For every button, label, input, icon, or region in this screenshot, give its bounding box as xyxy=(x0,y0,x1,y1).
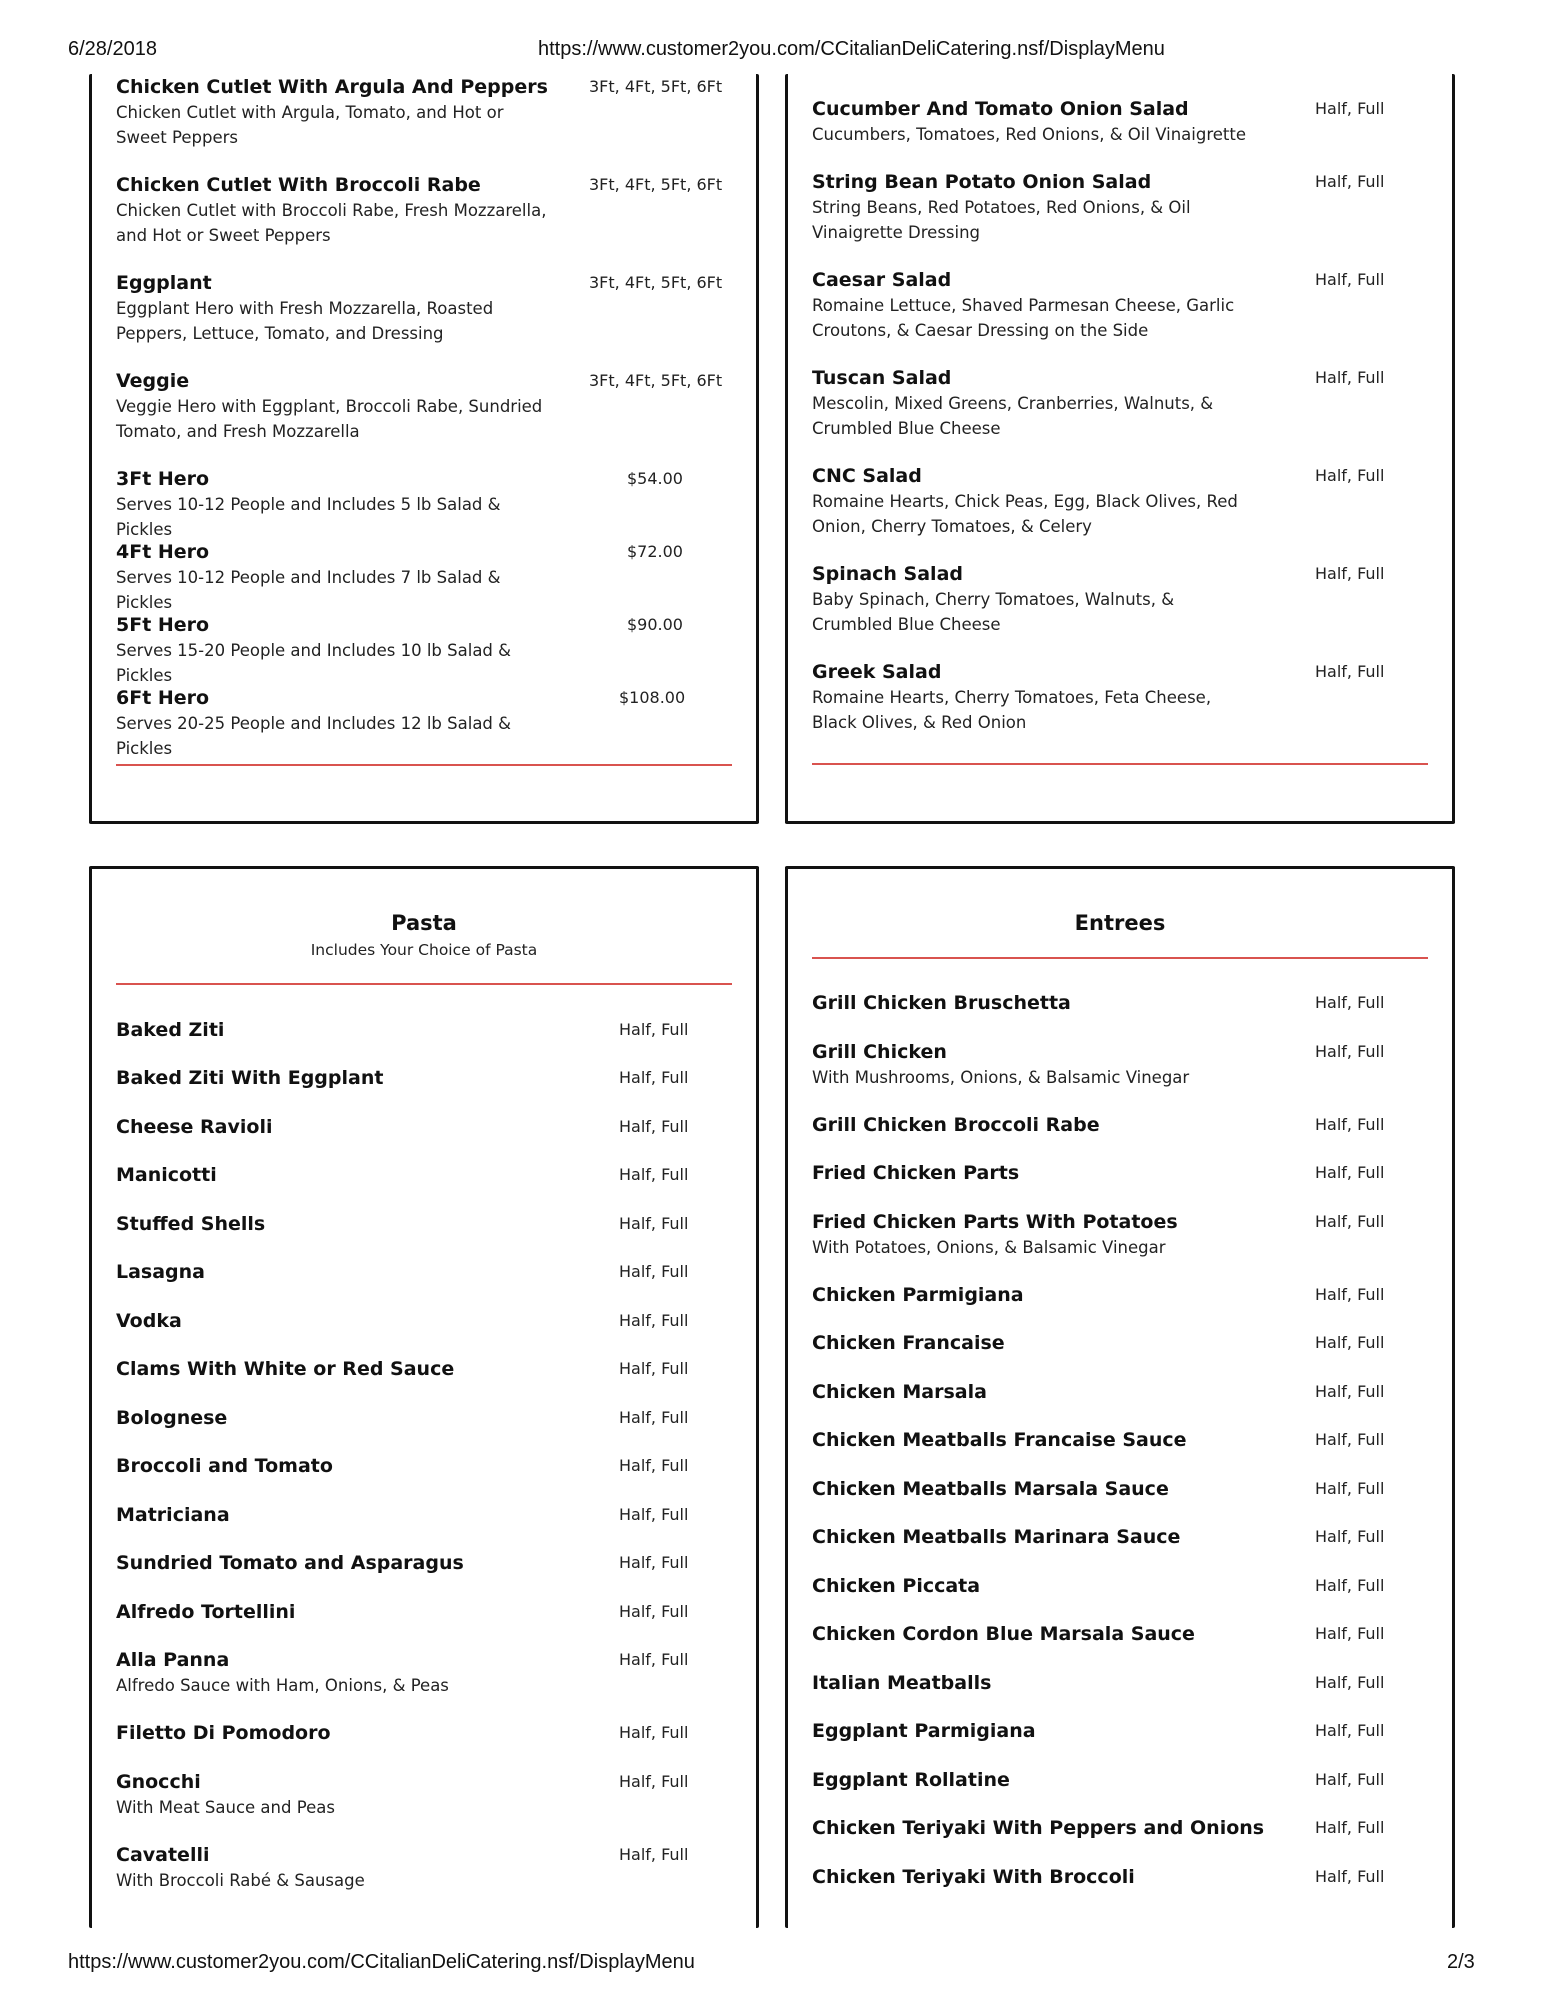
item-price: Half, Full xyxy=(1315,172,1385,191)
item-price: Half, Full xyxy=(1315,1624,1385,1643)
menu-item xyxy=(812,1330,1428,1356)
menu-item xyxy=(116,270,732,346)
item-price: $72.00 xyxy=(627,542,683,561)
item-price: Half, Full xyxy=(1315,1042,1385,1061)
item-price: Half, Full xyxy=(619,1456,689,1475)
item-description: With Mushrooms, Onions, & Balsamic Vinegar xyxy=(812,1068,1190,1087)
print-url[interactable]: https://www.customer2you.com/CCitalianDeliCatering.nsf/DisplayMenu xyxy=(538,38,1165,60)
section-divider xyxy=(116,764,732,766)
menu-item xyxy=(812,1039,1428,1090)
item-price: Half, Full xyxy=(1315,1818,1385,1837)
item-name: CNC Salad xyxy=(812,465,922,487)
menu-item xyxy=(116,685,732,761)
item-name: Broccoli and Tomato xyxy=(116,1455,333,1477)
item-name: Sundried Tomato and Asparagus xyxy=(116,1552,464,1574)
menu-item xyxy=(116,1308,732,1334)
entrees-panel xyxy=(785,866,1455,1928)
item-description: Romaine Lettuce, Shaved Parmesan Cheese, Garlic Croutons, & Caesar Dressing on the Side xyxy=(812,296,1235,340)
item-price: Half, Full xyxy=(619,1165,689,1184)
item-name: Spinach Salad xyxy=(812,563,963,585)
section-title: Pasta xyxy=(391,911,457,935)
item-price: Half, Full xyxy=(619,1553,689,1572)
item-price: Half, Full xyxy=(1315,1163,1385,1182)
section-divider xyxy=(812,763,1428,765)
item-name: Chicken Francaise xyxy=(812,1332,1005,1354)
item-name: Manicotti xyxy=(116,1164,217,1186)
page-number: 2/3 xyxy=(1447,1951,1475,1973)
menu-item xyxy=(116,1405,732,1431)
item-name: Grill Chicken Broccoli Rabe xyxy=(812,1114,1100,1136)
menu-item xyxy=(812,1621,1428,1647)
item-name: Chicken Cutlet With Broccoli Rabe xyxy=(116,174,481,196)
menu-item xyxy=(116,1114,732,1140)
menu-item xyxy=(116,1453,732,1479)
menu-item xyxy=(116,1017,732,1043)
pasta-panel xyxy=(89,866,759,1928)
menu-item xyxy=(812,659,1428,735)
item-description: Cucumbers, Tomatoes, Red Onions, & Oil Vinaigrette xyxy=(812,125,1247,144)
item-name: Chicken Meatballs Marinara Sauce xyxy=(812,1526,1181,1548)
item-name: Cavatelli xyxy=(116,1844,210,1866)
menu-item xyxy=(812,96,1428,147)
item-name: String Bean Potato Onion Salad xyxy=(812,171,1152,193)
item-description: Chicken Cutlet with Argula, Tomato, and Hot or Sweet Peppers xyxy=(116,103,504,147)
section-divider xyxy=(116,983,732,985)
section-divider xyxy=(812,957,1428,959)
menu-item xyxy=(116,1550,732,1576)
menu-item xyxy=(812,463,1428,539)
item-price: Half, Full xyxy=(619,1214,689,1233)
item-price: Half, Full xyxy=(1315,564,1385,583)
item-name: Bolognese xyxy=(116,1407,228,1429)
item-description: Serves 10-12 People and Includes 7 lb Salad & Pickles xyxy=(116,568,501,612)
item-price: Half, Full xyxy=(619,1602,689,1621)
item-description: With Meat Sauce and Peas xyxy=(116,1798,335,1817)
item-name: 6Ft Hero xyxy=(116,687,210,709)
menu-item xyxy=(812,1160,1428,1186)
heroes-panel xyxy=(89,74,759,824)
item-description: With Broccoli Rabé & Sausage xyxy=(116,1871,365,1890)
item-price: $54.00 xyxy=(627,469,683,488)
item-description: Baby Spinach, Cherry Tomatoes, Walnuts, & Crumbled Blue Cheese xyxy=(812,590,1175,634)
salads-panel xyxy=(785,74,1455,824)
menu-item xyxy=(812,1476,1428,1502)
item-name: Eggplant Parmigiana xyxy=(812,1720,1036,1742)
item-price: Half, Full xyxy=(619,1772,689,1791)
menu-item xyxy=(116,172,732,248)
item-price: Half, Full xyxy=(1315,1430,1385,1449)
menu-item xyxy=(116,1356,732,1382)
item-price: Half, Full xyxy=(619,1311,689,1330)
menu-item xyxy=(812,1209,1428,1260)
item-price: Half, Full xyxy=(1315,466,1385,485)
item-name: Chicken Cordon Blue Marsala Sauce xyxy=(812,1623,1195,1645)
menu-item xyxy=(812,1379,1428,1405)
item-name: Tuscan Salad xyxy=(812,367,952,389)
item-name: Fried Chicken Parts With Potatoes xyxy=(812,1211,1178,1233)
menu-item xyxy=(812,1864,1428,1890)
item-name: Gnocchi xyxy=(116,1771,201,1793)
item-description: String Beans, Red Potatoes, Red Onions, & Oil Vinaigrette Dressing xyxy=(812,198,1191,242)
menu-item xyxy=(116,1599,732,1625)
menu-item xyxy=(812,1282,1428,1308)
item-name: Caesar Salad xyxy=(812,269,952,291)
section-subtitle: Includes Your Choice of Pasta xyxy=(310,941,538,959)
menu-item xyxy=(116,74,732,150)
menu-item xyxy=(116,1647,732,1698)
menu-item xyxy=(812,169,1428,245)
menu-item xyxy=(812,561,1428,637)
item-name: Eggplant xyxy=(116,272,212,294)
menu-item xyxy=(812,1112,1428,1138)
menu-item xyxy=(116,1162,732,1188)
item-name: Eggplant Rollatine xyxy=(812,1769,1010,1791)
menu-item xyxy=(116,1720,732,1746)
item-name: Chicken Meatballs Marsala Sauce xyxy=(812,1478,1169,1500)
item-name: Veggie xyxy=(116,370,190,392)
item-price: Half, Full xyxy=(619,1505,689,1524)
item-price: Half, Full xyxy=(619,1020,689,1039)
item-price: Half, Full xyxy=(1315,1479,1385,1498)
menu-item xyxy=(116,1842,732,1893)
item-description: Romaine Hearts, Chick Peas, Egg, Black Olives, Red Onion, Cherry Tomatoes, & Celery xyxy=(812,492,1238,536)
menu-item xyxy=(812,990,1428,1016)
item-price: Half, Full xyxy=(619,1845,689,1864)
item-price: Half, Full xyxy=(1315,1527,1385,1546)
menu-item xyxy=(812,1524,1428,1550)
item-price: $108.00 xyxy=(619,688,686,707)
item-description: Alfredo Sauce with Ham, Onions, & Peas xyxy=(116,1676,449,1695)
item-name: Greek Salad xyxy=(812,661,942,683)
item-price: 3Ft, 4Ft, 5Ft, 6Ft xyxy=(589,371,723,390)
item-name: Chicken Cutlet With Argula And Peppers xyxy=(116,76,548,98)
item-price: Half, Full xyxy=(619,1408,689,1427)
item-price: Half, Full xyxy=(1315,1673,1385,1692)
menu-item xyxy=(812,1718,1428,1744)
item-price: Half, Full xyxy=(619,1650,689,1669)
item-description: Chicken Cutlet with Broccoli Rabe, Fresh Mozzarella, and Hot or Sweet Peppers xyxy=(116,201,547,245)
item-price: Half, Full xyxy=(1315,1867,1385,1886)
menu-item xyxy=(116,1769,732,1820)
item-name: Chicken Marsala xyxy=(812,1381,987,1403)
item-price: Half, Full xyxy=(1315,270,1385,289)
item-price: $90.00 xyxy=(627,615,683,634)
menu-item xyxy=(116,1065,732,1091)
item-description: Eggplant Hero with Fresh Mozzarella, Roasted Peppers, Lettuce, Tomato, and Dressing xyxy=(116,299,494,343)
item-name: 5Ft Hero xyxy=(116,614,210,636)
item-price: Half, Full xyxy=(1315,1576,1385,1595)
item-name: 3Ft Hero xyxy=(116,468,210,490)
item-price: Half, Full xyxy=(1315,993,1385,1012)
item-name: Grill Chicken xyxy=(812,1041,947,1063)
item-name: Chicken Parmigiana xyxy=(812,1284,1024,1306)
item-name: Chicken Teriyaki With Broccoli xyxy=(812,1866,1135,1888)
item-price: 3Ft, 4Ft, 5Ft, 6Ft xyxy=(589,77,723,96)
item-description: Romaine Hearts, Cherry Tomatoes, Feta Cheese, Black Olives, & Red Onion xyxy=(812,688,1212,732)
menu-item xyxy=(116,466,732,542)
item-name: Grill Chicken Bruschetta xyxy=(812,992,1071,1014)
menu-item xyxy=(116,1259,732,1285)
menu-item xyxy=(812,267,1428,343)
item-price: Half, Full xyxy=(1315,99,1385,118)
item-name: Lasagna xyxy=(116,1261,206,1283)
item-name: Baked Ziti With Eggplant xyxy=(116,1067,384,1089)
menu-item xyxy=(116,1211,732,1237)
item-price: Half, Full xyxy=(1315,1212,1385,1231)
item-name: Vodka xyxy=(116,1310,182,1332)
item-price: Half, Full xyxy=(1315,1115,1385,1134)
item-price: 3Ft, 4Ft, 5Ft, 6Ft xyxy=(589,175,723,194)
item-price: Half, Full xyxy=(1315,1285,1385,1304)
item-description: Serves 20-25 People and Includes 12 lb Salad & Pickles xyxy=(116,714,512,758)
item-price: Half, Full xyxy=(1315,1382,1385,1401)
item-price: Half, Full xyxy=(619,1359,689,1378)
item-price: Half, Full xyxy=(619,1068,689,1087)
item-description: With Potatoes, Onions, & Balsamic Vinegar xyxy=(812,1238,1166,1257)
item-price: Half, Full xyxy=(619,1262,689,1281)
menu-item xyxy=(116,612,732,688)
item-name: Matriciana xyxy=(116,1504,230,1526)
item-name: Stuffed Shells xyxy=(116,1213,266,1235)
item-name: Cheese Ravioli xyxy=(116,1116,273,1138)
menu-item xyxy=(812,1815,1428,1841)
item-price: 3Ft, 4Ft, 5Ft, 6Ft xyxy=(589,273,723,292)
print-date: 6/28/2018 xyxy=(68,38,157,60)
item-name: Alfredo Tortellini xyxy=(116,1601,296,1623)
menu-item xyxy=(812,1427,1428,1453)
menu-item xyxy=(812,365,1428,441)
item-price: Half, Full xyxy=(619,1117,689,1136)
item-name: Chicken Teriyaki With Peppers and Onions xyxy=(812,1817,1265,1839)
item-description: Serves 10-12 People and Includes 5 lb Salad & Pickles xyxy=(116,495,501,539)
item-name: Baked Ziti xyxy=(116,1019,225,1041)
item-price: Half, Full xyxy=(1315,1770,1385,1789)
menu-item xyxy=(116,539,732,615)
menu-item xyxy=(812,1767,1428,1793)
menu-item xyxy=(812,1670,1428,1696)
item-name: Fried Chicken Parts xyxy=(812,1162,1020,1184)
item-name: Clams With White or Red Sauce xyxy=(116,1358,455,1380)
item-name: 4Ft Hero xyxy=(116,541,210,563)
menu-item xyxy=(116,368,732,444)
menu-item xyxy=(116,1502,732,1528)
item-description: Serves 15-20 People and Includes 10 lb Salad & Pickles xyxy=(116,641,512,685)
item-price: Half, Full xyxy=(1315,1721,1385,1740)
item-name: Italian Meatballs xyxy=(812,1672,992,1694)
item-price: Half, Full xyxy=(1315,662,1385,681)
section-title: Entrees xyxy=(1074,911,1166,935)
menu-item xyxy=(812,1573,1428,1599)
item-price: Half, Full xyxy=(1315,368,1385,387)
footer-url[interactable]: https://www.customer2you.com/CCitalianDeliCatering.nsf/DisplayMenu xyxy=(68,1951,695,1973)
item-name: Filetto Di Pomodoro xyxy=(116,1722,331,1744)
item-name: Cucumber And Tomato Onion Salad xyxy=(812,98,1189,120)
item-description: Veggie Hero with Eggplant, Broccoli Rabe, Sundried Tomato, and Fresh Mozzarella xyxy=(116,397,543,441)
item-name: Chicken Meatballs Francaise Sauce xyxy=(812,1429,1187,1451)
item-name: Alla Panna xyxy=(116,1649,230,1671)
item-description: Mescolin, Mixed Greens, Cranberries, Walnuts, & Crumbled Blue Cheese xyxy=(812,394,1214,438)
item-price: Half, Full xyxy=(619,1723,689,1742)
item-name: Chicken Piccata xyxy=(812,1575,981,1597)
item-price: Half, Full xyxy=(1315,1333,1385,1352)
